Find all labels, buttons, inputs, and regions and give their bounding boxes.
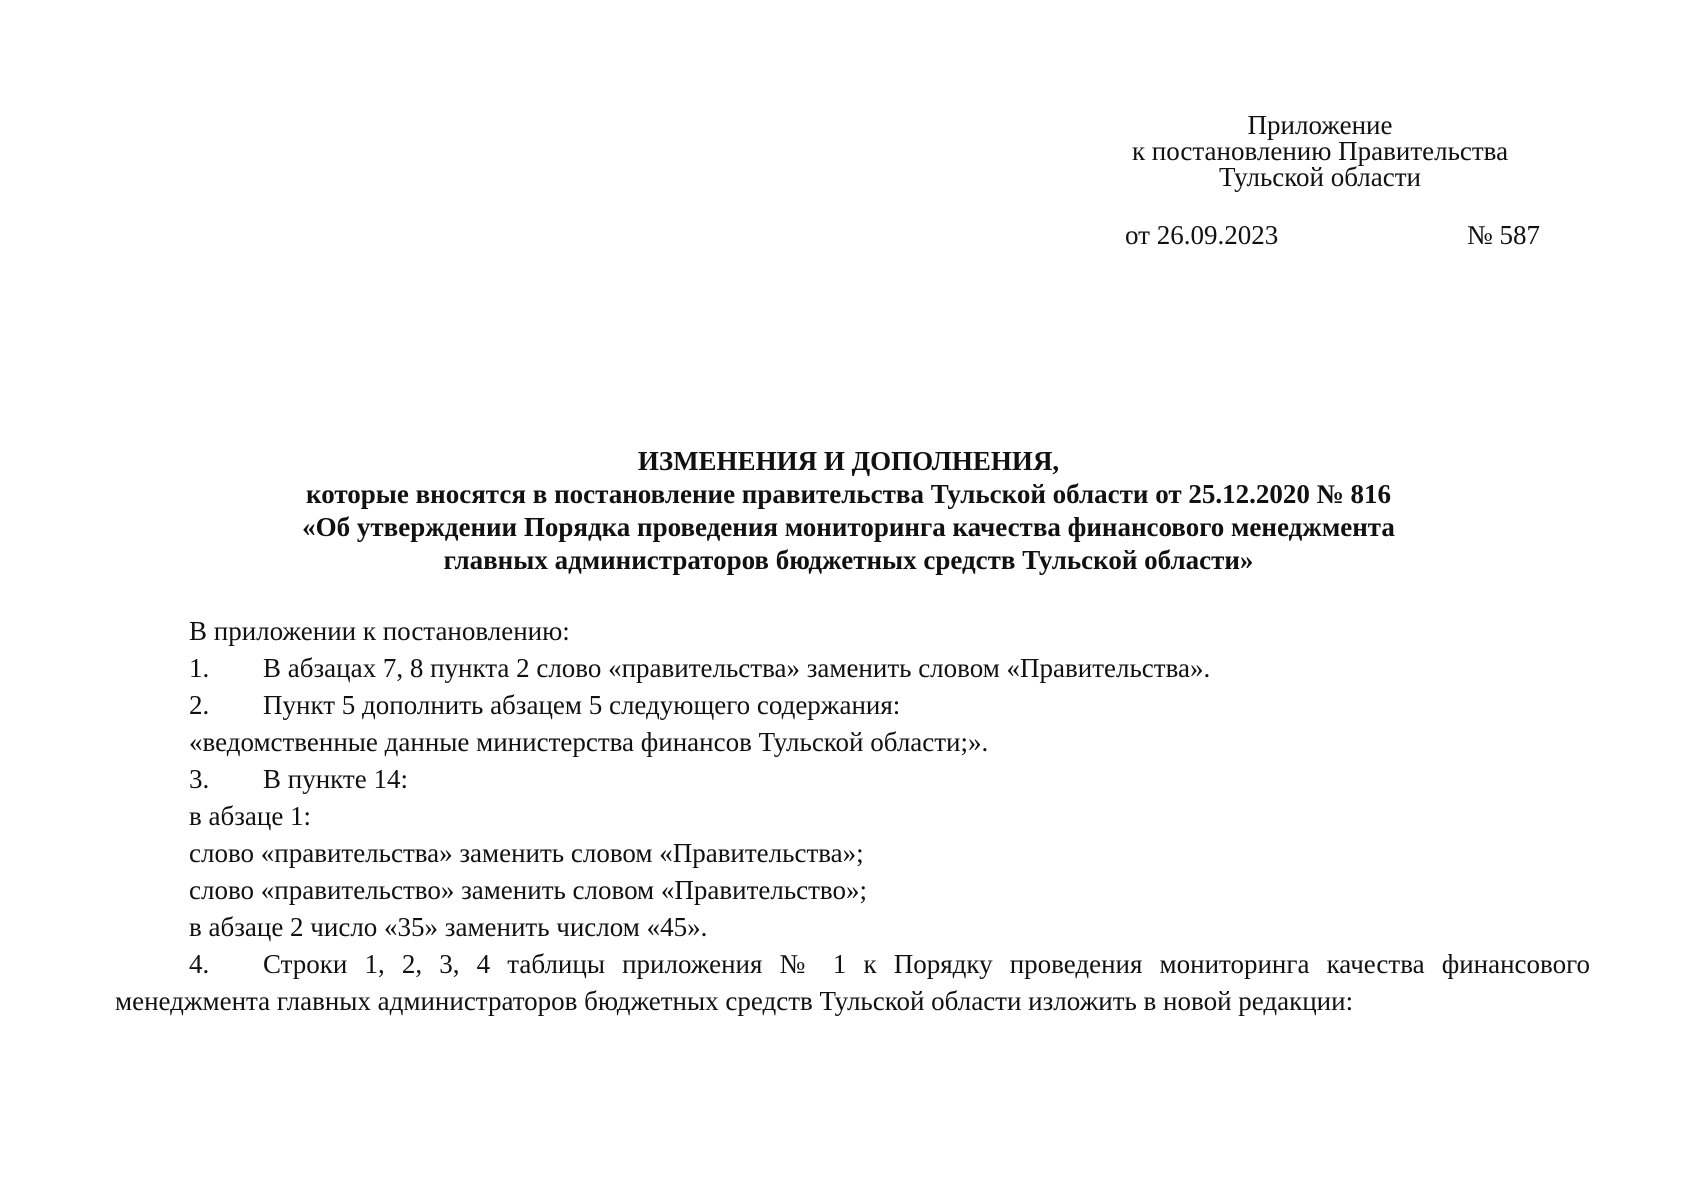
sub-paragraph-1: в абзаце 1: xyxy=(189,801,312,831)
sub-paragraph-2: слово «правительства» заменить словом «Правительства»; xyxy=(189,838,864,868)
title-line-2: которые вносятся в постановление правительства Тульской области от 25.12.2020 № 816 xyxy=(306,479,1391,509)
list-item-4 xyxy=(115,946,1590,983)
title-line-3: «Об утверждении Порядка проведения мониторинга качества финансового менеджмента xyxy=(302,512,1395,542)
document-body xyxy=(115,613,1590,1020)
title-line-1: ИЗМЕНЕНИЯ И ДОПОЛНЕНИЯ, xyxy=(637,446,1060,476)
intro-paragraph: В приложении к постановлению: xyxy=(189,616,570,646)
list-item-4-continuation: менеджмента главных администраторов бюджетных средств Тульской области изложить в новой редакции: xyxy=(115,986,1354,1016)
list-item-2 xyxy=(115,687,1590,724)
approval-stamp xyxy=(1100,112,1540,190)
sub-paragraph-3: слово «правительство» заменить словом «Правительство»; xyxy=(189,875,867,905)
document-title xyxy=(0,445,1697,577)
list-item-text: В пункте 14: xyxy=(263,764,408,794)
list-item-text: Пункт 5 дополнить абзацем 5 следующего содержания: xyxy=(263,690,901,720)
sub-paragraph-4: в абзаце 2 число «35» заменить числом «45». xyxy=(189,912,708,942)
resolution-date: от 26.09.2023 xyxy=(1125,220,1279,250)
approval-line-1: Приложение xyxy=(1247,110,1393,140)
list-item-text: Строки 1, 2, 3, 4 таблицы приложения № 1 к Порядку проведения мониторинга качества финансового xyxy=(263,949,1590,979)
list-item-number: 1. xyxy=(189,653,210,683)
title-line-4: главных администраторов бюджетных средств Тульской области» xyxy=(443,545,1254,575)
list-item-number: 4. xyxy=(189,949,210,979)
approval-line-2: к постановлению Правительства xyxy=(1131,136,1509,166)
list-item-number: 3. xyxy=(189,764,210,794)
list-item-3 xyxy=(115,761,1590,798)
list-item-1 xyxy=(115,650,1590,687)
quote-paragraph: «ведомственные данные министерства финансов Тульской области;». xyxy=(189,727,989,757)
resolution-number: № 587 xyxy=(1466,220,1540,250)
approval-line-3: Тульской области xyxy=(1219,162,1421,192)
list-item-text: В абзацах 7, 8 пункта 2 слово «правительства» заменить словом «Правительства». xyxy=(263,653,1211,683)
list-item-number: 2. xyxy=(189,690,210,720)
